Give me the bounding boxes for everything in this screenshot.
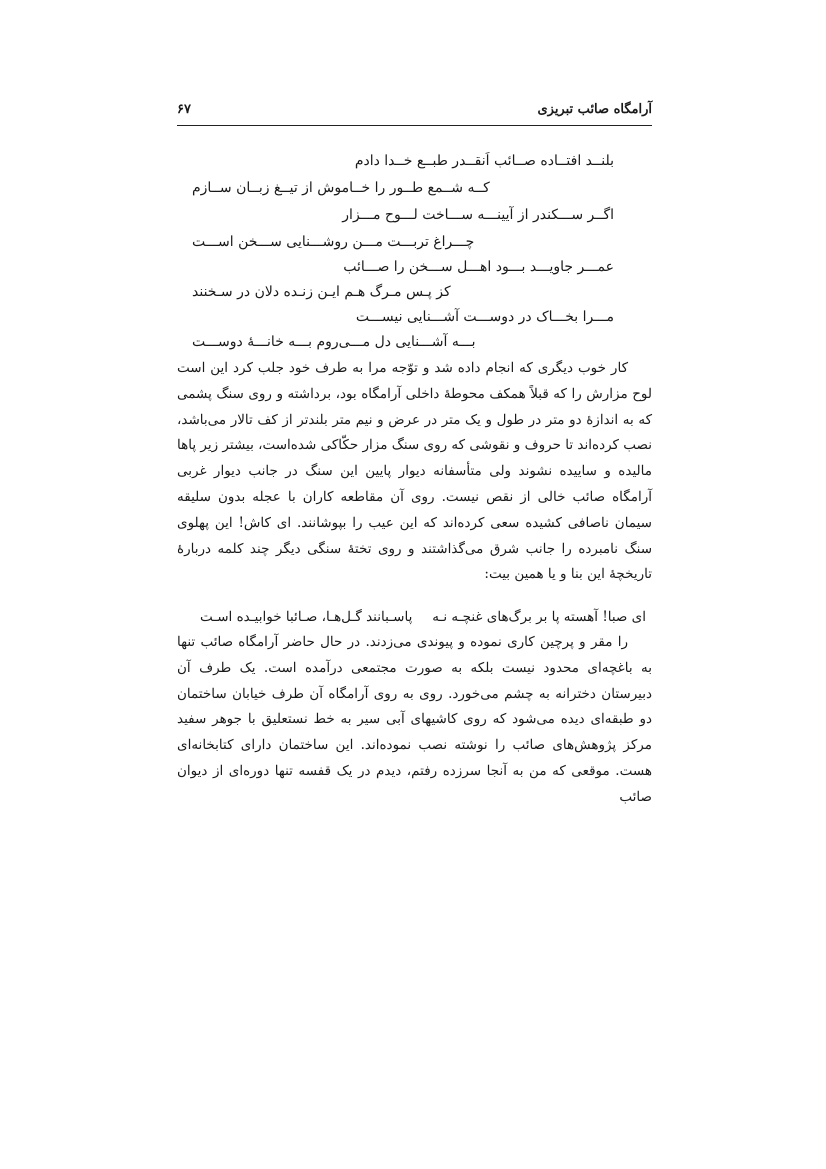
verse-hemistich: پاسـبانند گـل‌هـا، صـائبا خوابیـده اسـت [200, 609, 413, 625]
verse-hemistich: ای صبا! آهسته پا بر برگ‌های غنچـه نـه [432, 609, 646, 625]
poem-line: کــه شــمع طــور را خــاموش از تیــغ زبــان ســازم [192, 180, 490, 196]
header-divider [177, 125, 652, 126]
running-header-title: آرامگاه صائب تبریزی [537, 102, 652, 117]
poem-line: مـــرا بخـــاک در دوســـت آشـــنایی نیســـت [355, 309, 614, 325]
body-paragraph-2-block [177, 630, 652, 810]
body-paragraph: را مقر و پرچین کاری نموده و پیوندی می‌زدند. در حال حاضر آرامگاه صائب تنها به باغچه‌ای محدود نیست بلکه به صورت مجتمعی درآمده است. یک طرف آن دبیرستان دخترانه به چشم می‌خورد. روی به روی آرامگاه آن طرف خیابان ساختمان دو طبقه‌ای دیده می‌شود که روی کاشیهای آبی سیر به خط نستعلیق با جوهر سفید مرکز پژوهش‌های صائب را نوشته نصب نموده‌اند. این ساختمان دارای کتابخانه‌ای هست. موقعی که من به آنجا سرزده رفتم، دیدم در یک قفسه تنها دوره‌ای از دیوان صائب [177, 634, 652, 805]
page-number: ۶۷ [177, 102, 191, 117]
poem-line: اگــر ســـکندر از آیینـــه ســـاخت لـــوح مـــزار [342, 207, 614, 223]
running-header [177, 100, 652, 124]
poem-line: کز پـس مـرگ هـم ایـن زنـده دلان در سـخنند [192, 284, 451, 300]
body-paragraph: کار خوب دیگری که انجام داده شد و توّجه مرا به طرف خود جلب کرد این است لوح مزارش را که قبلاً همکف محوطهٔ داخلی آرامگاه بود، برداشته و روی سنگ پشمی که به اندازهٔ دو متر در طول و یک متر در عرض و نیم متر بلندتر از کف تالار می‌باشد، نصب کرده‌اند تا حروف و نقوشی که روی سنگ مزار حکّاکی شده‌است، بیشتر زیر پاها مالیده و ساییده نشوند ولی متأسفانه دیوار پایین این سنگ در جانب دیوار غربی آرامگاه صائب خالی از نقص نیست. روی آن مقاطعه کاران با عجله بدون سلیقه سیمان ناصافی کشیده سعی کرده‌اند که این عیب را بپوشانند. ای کاش! این پهلوی سنگ نامبرده را جانب شرق می‌گذاشتند و روی تختهٔ سنگی دیگر چند کلمه دربارهٔ تاریخچهٔ این بنا و یا همین بیت: [177, 360, 652, 583]
body-paragraph-1-block [177, 356, 652, 606]
poem-line: عمـــر جاویـــد بـــود اهـــل ســـخن را صـــائب [343, 259, 614, 275]
poem-line: بـــه آشـــنایی دل مـــی‌روم بـــه خانـــهٔ دوســـت [192, 334, 476, 350]
poem-line: بلنــد افتــاده صــائب اَنقــدر طبــع خــدا دادم [354, 153, 614, 169]
poem-line: چـــراغ تربـــت مـــن روشـــنایی ســـخن اســـت [192, 234, 475, 250]
